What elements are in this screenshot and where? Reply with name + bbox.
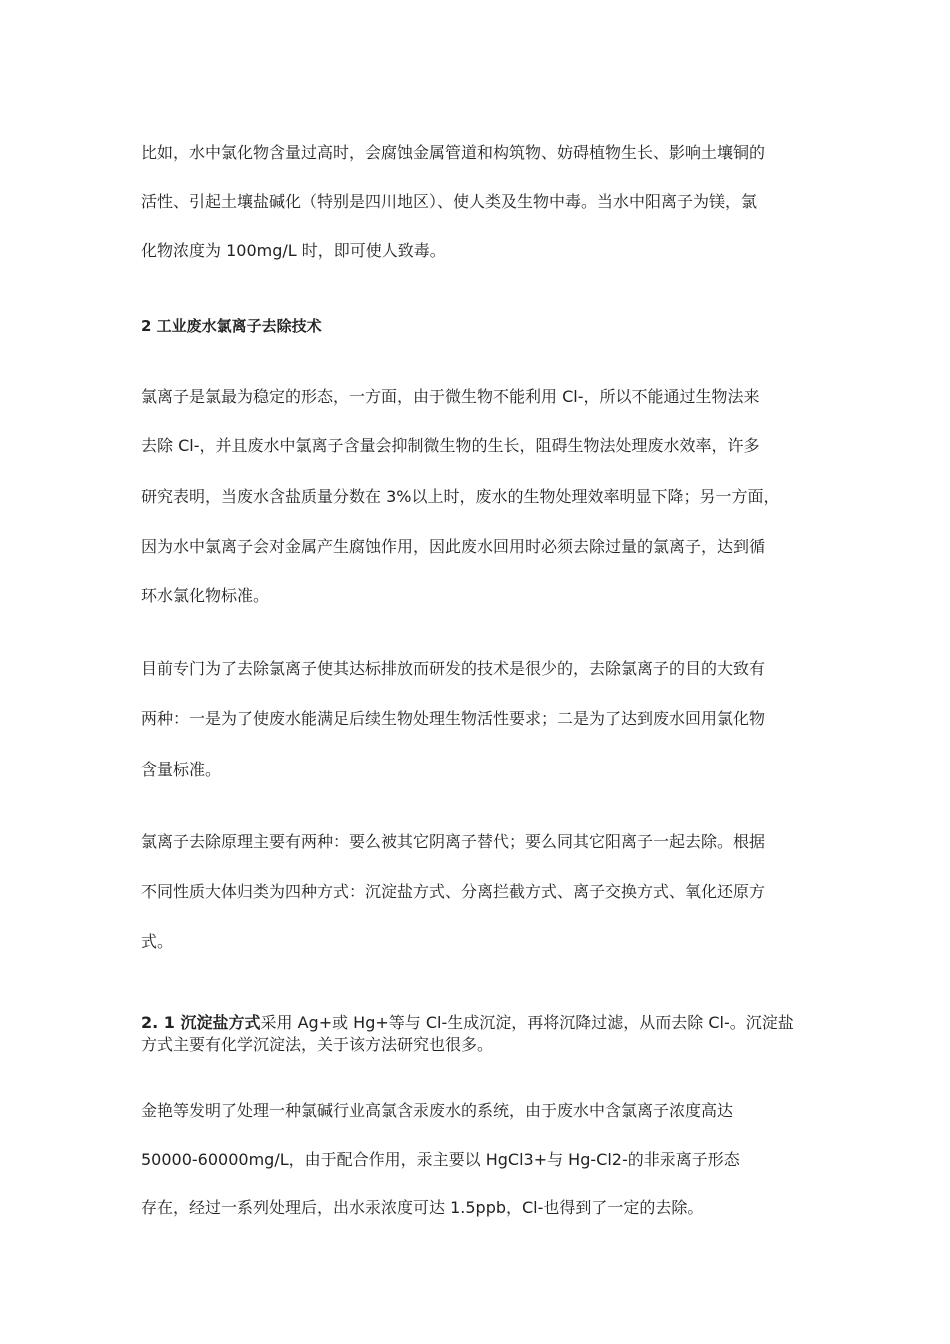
paragraph-5-line-2: 方式主要有化学沉淀法，关于该方法研究也很多。 <box>141 1035 494 1054</box>
paragraph-6-line-1: 金艳等发明了处理一种氯碱行业高氯含汞废水的系统，由于废水中含氯离子浓度高达 <box>141 1101 734 1120</box>
paragraph-1-line-1: 比如，水中氯化物含量过高时，会腐蚀金属管道和构筑物、妨碍植物生长、影响土壤铜的 <box>141 143 766 162</box>
paragraph-2-line-3: 研究表明，当废水含盐质量分数在 3%以上时，废水的生物处理效率明显下降；另一方面， <box>141 487 780 506</box>
paragraph-3-line-3: 含量标准。 <box>141 760 222 779</box>
paragraph-4-line-2: 不同性质大体归类为四种方式：沉淀盐方式、分离拦截方式、离子交换方式、氧化还原方 <box>141 882 766 901</box>
subsection-heading-2-1: 2. 1 沉淀盐方式 <box>141 1013 261 1032</box>
paragraph-2-line-1: 氯离子是氯最为稳定的形态，一方面，由于微生物不能利用 Cl-，所以不能通过生物法来 <box>141 387 760 406</box>
paragraph-2-line-4: 因为水中氯离子会对金属产生腐蚀作用，因此废水回用时必须去除过量的氯离子，达到循 <box>141 537 766 556</box>
paragraph-2-line-2: 去除 Cl-，并且废水中氯离子含量会抑制微生物的生长，阻碍生物法处理废水效率，许多 <box>141 436 760 455</box>
paragraph-3-line-2: 两种：一是为了使废水能满足后续生物处理生物活性要求；二是为了达到废水回用氯化物 <box>141 709 766 728</box>
paragraph-6-line-2: 50000-60000mg/L，由于配合作用，汞主要以 HgCl3+与 Hg-Cl2-的非汞离子形态 <box>141 1150 740 1169</box>
paragraph-1-line-2: 活性、引起土壤盐碱化（特别是四川地区）、使人类及生物中毒。当水中阳离子为镁，氯 <box>141 192 758 211</box>
paragraph-5-line-1-text: 采用 Ag+或 Hg+等与 Cl-生成沉淀，再将沉降过滤，从而去除 Cl-。沉淀盐 <box>260 1013 794 1032</box>
paragraph-5-line-1 <box>141 1013 794 1033</box>
paragraph-3-line-1: 目前专门为了去除氯离子使其达标排放而研发的技术是很少的，去除氯离子的目的大致有 <box>141 659 766 678</box>
paragraph-4-line-1: 氯离子去除原理主要有两种：要么被其它阴离子替代；要么同其它阳离子一起去除。根据 <box>141 832 766 851</box>
paragraph-2-line-5: 环水氯化物标准。 <box>141 586 270 605</box>
section-heading-2: 2 工业废水氯离子去除技术 <box>141 317 322 335</box>
paragraph-1-line-3: 化物浓度为 100mg/L 时，即可使人致毒。 <box>141 241 446 260</box>
paragraph-4-line-3: 式。 <box>141 932 174 951</box>
paragraph-6-line-3: 存在，经过一系列处理后，出水汞浓度可达 1.5ppb，Cl-也得到了一定的去除。 <box>141 1198 704 1217</box>
